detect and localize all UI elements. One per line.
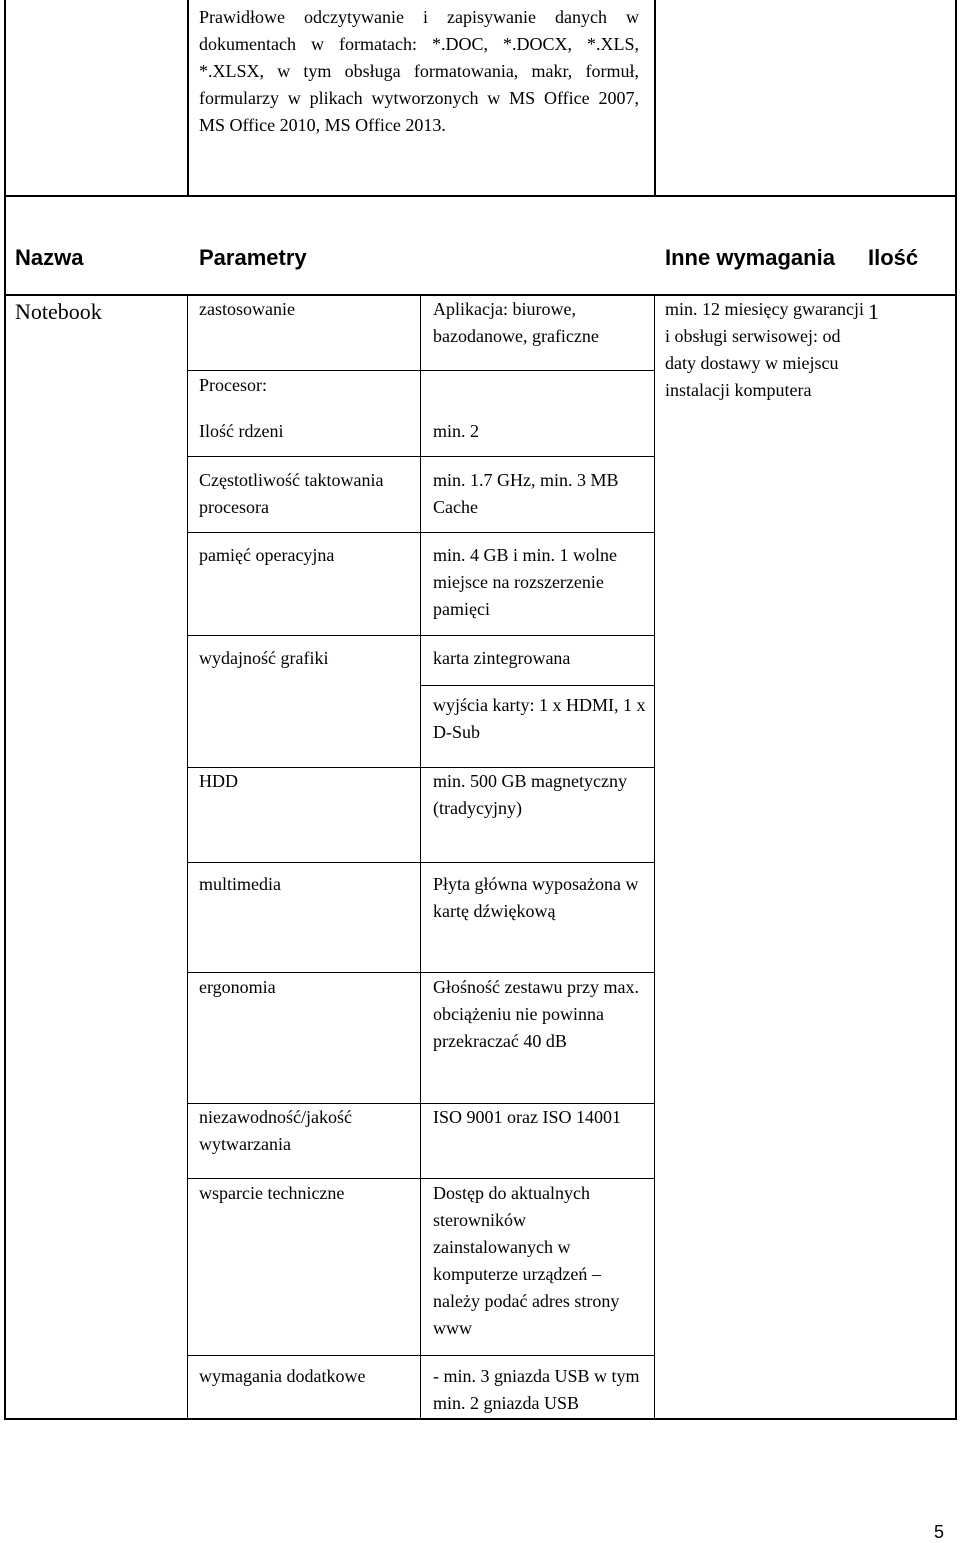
param-border-left <box>187 295 188 1419</box>
product-name: Notebook <box>15 299 102 324</box>
param-row-line <box>187 370 421 371</box>
param-label: wydajność grafiki <box>199 648 329 668</box>
param-label: wymagania dodatkowe <box>199 1366 366 1386</box>
param-value: Dostęp do aktualnych sterowników zainstalowanych w komputerze urządzeń – należy podać adres strony www <box>433 1183 620 1338</box>
table-border-right <box>955 0 957 1420</box>
param-value: Głośność zestawu przy max. obciążeniu nie powinna przekraczać 40 dB <box>433 977 639 1051</box>
param-row-line <box>187 532 655 533</box>
param-value: - min. 3 gniazda USB w tym min. 2 gniazda USB <box>433 1366 640 1413</box>
param-label: pamięć operacyjna <box>199 545 335 565</box>
param-row-line <box>187 972 655 973</box>
param-value: min. 1.7 GHz, min. 3 MB Cache <box>433 470 619 517</box>
row-divider-top <box>4 195 957 197</box>
param-border-right <box>654 295 655 1419</box>
param-label: Częstotliwość taktowania procesora <box>199 470 384 517</box>
param-label: multimedia <box>199 874 281 894</box>
param-label: Procesor: <box>199 375 267 395</box>
param-divider-mid <box>420 295 421 1419</box>
param-value: min. 500 GB magnetyczny (tradycyjny) <box>433 771 627 818</box>
param-value: ISO 9001 oraz ISO 14001 <box>433 1107 621 1127</box>
param-row-line <box>187 635 655 636</box>
param-row-line <box>420 370 655 371</box>
header-other: Inne wymagania <box>665 245 835 270</box>
param-row-line <box>187 1355 655 1356</box>
param-row-line <box>421 685 655 686</box>
param-row-line <box>187 456 655 457</box>
param-value: Płyta główna wyposażona w kartę dźwiękową <box>433 874 639 921</box>
param-value: Aplikacja: biurowe, bazodanowe, graficzne <box>433 299 599 346</box>
param-row-line <box>187 1178 655 1179</box>
param-label: HDD <box>199 771 238 791</box>
col-divider-name <box>187 0 189 196</box>
param-value: min. 4 GB i min. 1 wolne miejsce na rozszerzenie pamięci <box>433 545 617 619</box>
header-name: Nazwa <box>15 245 84 270</box>
top-continuation-text: Prawidłowe odczytywanie i zapisywanie danych w dokumentach w formatach: *.DOC, *.DOCX, *.XLS, *.XLSX, w tym obsługa formatowania, makr, formuł, formularzy w plikach wytworzonych w MS Office 2007, MS Office 2010, MS Office 2013. <box>199 7 639 135</box>
col-divider-other <box>654 0 656 196</box>
header-params: Parametry <box>199 245 307 270</box>
table-border-bottom <box>4 1418 957 1420</box>
param-label: zastosowanie <box>199 299 295 319</box>
param-label: Ilość rdzeni <box>199 421 284 441</box>
param-value: min. 2 <box>433 421 480 441</box>
param-row-line <box>187 862 655 863</box>
page-number: 5 <box>934 1522 945 1542</box>
header-qty: Ilość <box>868 245 919 270</box>
param-label: wsparcie techniczne <box>199 1183 345 1203</box>
param-label: niezawodność/jakość wytwarzania <box>199 1107 352 1154</box>
other-requirements: min. 12 miesięcy gwarancji i obsługi serwisowej: od daty dostawy w miejscu instalacji komputera <box>665 299 864 400</box>
param-value: karta zintegrowana <box>433 648 571 668</box>
product-quantity: 1 <box>868 299 879 324</box>
param-value: wyjścia karty: 1 x HDMI, 1 x D-Sub <box>433 695 646 742</box>
table-border-left <box>4 0 6 1420</box>
param-label: ergonomia <box>199 977 276 997</box>
